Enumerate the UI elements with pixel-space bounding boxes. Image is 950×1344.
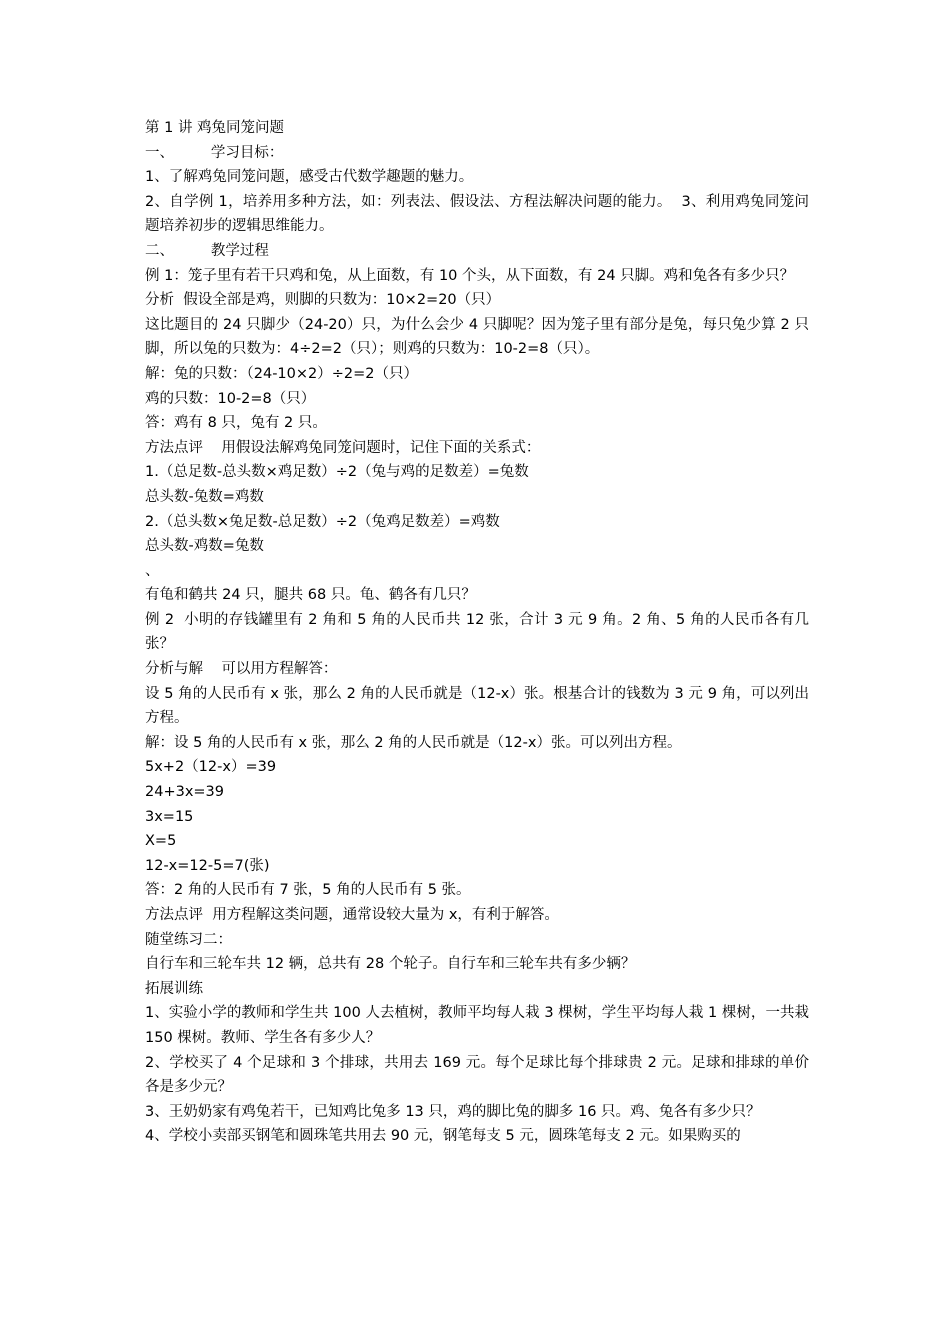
stray-mark: 、 xyxy=(145,562,160,579)
example-1-analysis-detail: 这比题目的 24 只脚少（24-20）只，为什么会少 4 只脚呢？因为笼子里有部分是兔，每只兔少算 2 只脚，所以兔的只数为：4÷2=2（只）；则鸡的只数为：10-2=8（只）。 xyxy=(145,316,809,358)
practice-bikes-tricycles: 自行车和三轮车共 12 辆，总共有 28 个轮子。自行车和三轮车共有多少辆？ xyxy=(145,956,636,973)
method-comment-1: 方法点评 用假设法解鸡兔同笼问题时，记住下面的关系式： xyxy=(145,439,541,456)
extension-item-1: 1、实验小学的教师和学生共 100 人去植树，教师平均每人栽 3 棵树，学生平均每人栽 1 棵树，一共栽 150 棵树。教师、学生各有多少人？ xyxy=(145,1005,814,1046)
section-heading-goals: 一、 学习目标： xyxy=(145,144,284,161)
example-2-question: 例 2 小明的存钱罐里有 2 角和 5 角的人民币共 12 张，合计 3 元 9 角。2 角、5 角的人民币各有几张？ xyxy=(145,611,809,653)
example-1-solution-chickens: 鸡的只数：10-2=8（只） xyxy=(145,390,316,407)
equation-step-2: 24+3x=39 xyxy=(145,784,225,801)
example-1-solution-rabbits: 解：兔的只数：（24-10×2）÷2=2（只） xyxy=(145,365,419,382)
formula-1-followup: 总头数-兔数=鸡数 xyxy=(145,488,264,505)
practice-turtle-crane: 有龟和鹤共 24 只，腿共 68 只。龟、鹤各有几只？ xyxy=(145,587,476,604)
example-2-analysis: 分析与解 可以用方程解答： xyxy=(145,661,338,678)
extension-item-3: 3、王奶奶家有鸡兔若干，已知鸡比兔多 13 只，鸡的脚比兔的脚多 16 只。鸡、兔各有多少只？ xyxy=(145,1103,761,1120)
formula-2: 2.（总头数×兔足数-总足数）÷2（兔鸡足数差）=鸡数 xyxy=(145,513,500,530)
formula-1: 1.（总足数-总头数×鸡足数）÷2（兔与鸡的足数差）=兔数 xyxy=(145,464,529,481)
goal-item-1: 1、了解鸡兔同笼问题，感受古代数学趣题的魅力。 xyxy=(145,169,474,186)
example-2-setup: 设 5 角的人民币有 x 张，那么 2 角的人民币就是（12-x）张。根基合计的钱数为 3 元 9 角，可以列出方程。 xyxy=(145,685,809,727)
formula-2-followup: 总头数-鸡数=兔数 xyxy=(145,538,264,555)
example-1-question: 例 1：笼子里有若干只鸡和兔，从上面数，有 10 个头，从下面数，有 24 只脚。鸡和兔各有多少只？ xyxy=(145,267,795,284)
lesson-title: 第 1 讲 鸡兔同笼问题 xyxy=(145,120,285,136)
extension-item-4: 4、学校小卖部买钢笔和圆珠笔共用去 90 元，钢笔每支 5 元，圆珠笔每支 2 元。如果购买的 xyxy=(145,1128,741,1145)
extension-item-2: 2、学校买了 4 个足球和 3 个排球，共用去 169 元。每个足球比每个排球贵 2 元。足球和排球的单价各是多少元？ xyxy=(145,1054,809,1096)
section-heading-process: 二、 教学过程 xyxy=(145,242,269,259)
example-1-answer: 答：鸡有 8 只，兔有 2 只。 xyxy=(145,415,327,432)
equation-step-4: X=5 xyxy=(145,833,177,850)
equation-step-3: 3x=15 xyxy=(145,808,194,825)
practice-heading: 随堂练习二： xyxy=(145,931,232,948)
method-comment-2: 方法点评 用方程解这类问题，通常设较大量为 x，有利于解答。 xyxy=(145,907,559,923)
example-1-analysis: 分析 假设全部是鸡，则脚的只数为：10×2=20（只） xyxy=(145,292,501,309)
example-2-answer: 答：2 角的人民币有 7 张，5 角的人民币有 5 张。 xyxy=(145,882,471,899)
equation-step-1: 5x+2（12-x）=39 xyxy=(145,759,277,776)
equation-step-5: 12-x=12-5=7(张) xyxy=(145,857,270,874)
example-2-solution: 解：设 5 角的人民币有 x 张，那么 2 角的人民币就是（12-x）张。可以列出方程。 xyxy=(145,734,682,751)
document-body xyxy=(145,116,814,1149)
goal-item-2-3: 2、自学例 1，培养用多种方法，如：列表法、假设法、方程法解决问题的能力。 3、利用鸡兔同笼问题培养初步的逻辑思维能力。 xyxy=(145,193,809,235)
extension-heading: 拓展训练 xyxy=(145,980,203,997)
